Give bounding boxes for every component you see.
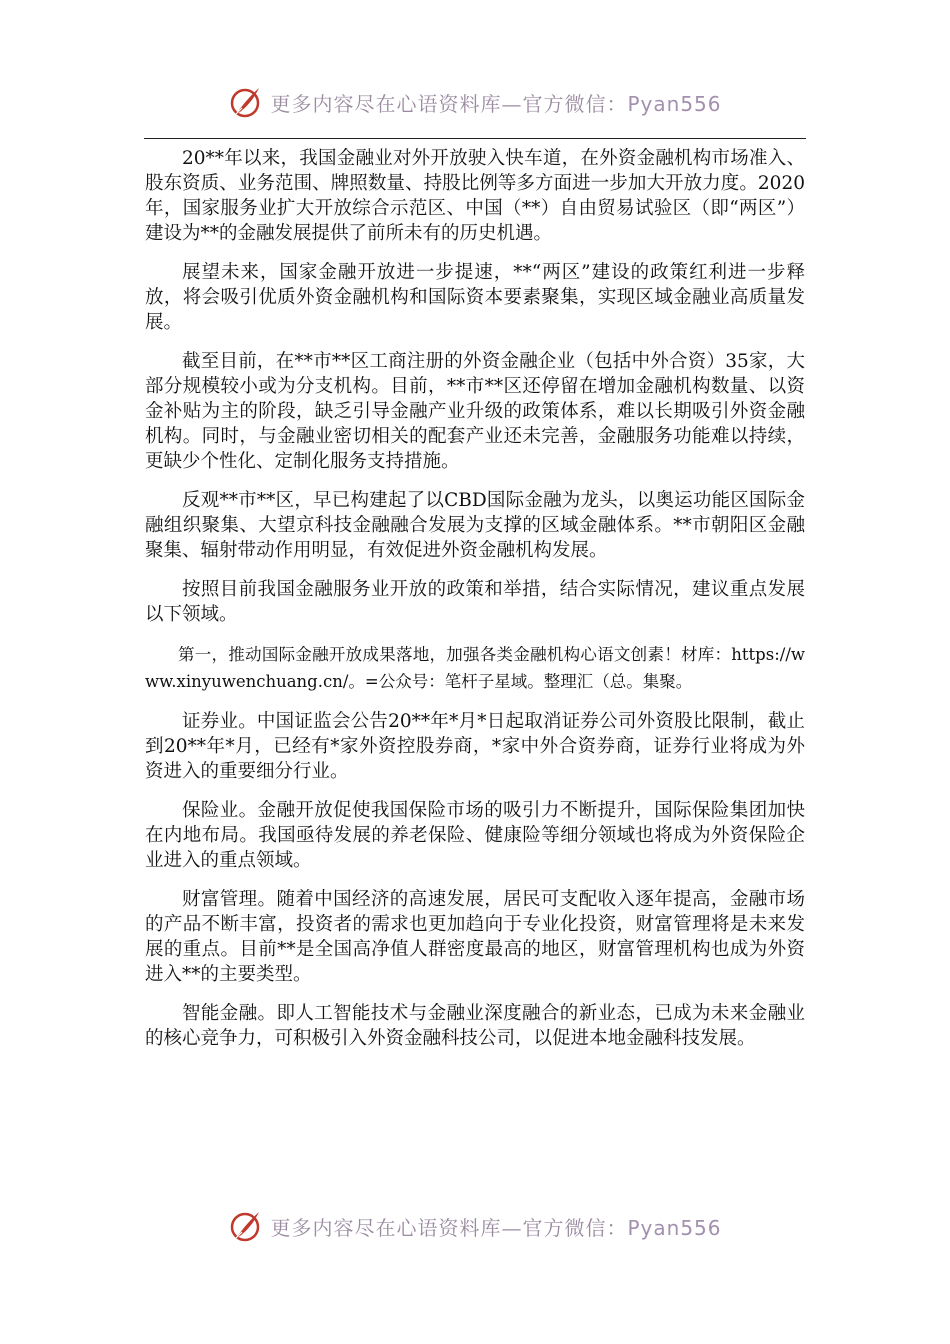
header-wechat-id: Pyan556 — [627, 91, 722, 116]
header-dash: — — [501, 91, 523, 116]
footer-site-text: 更多内容尽在心语资料库 — [270, 1215, 502, 1240]
paragraph-3: 截至目前，在**市**区工商注册的外资金融企业（包括中外合资）35家，大部分规模较小或为分支机构。目前，**市**区还停留在增加金融机构数量、以资金补贴为主的阶段，缺乏引导金融产业升级的政策体系，难以长期吸引外资金融机构。同时，与金融业密切相关的配套产业还未完善，金融服务功能难以持续，更缺少个性化、定制化服务支持措施。 — [145, 351, 805, 472]
paragraph-5: 按照目前我国金融服务业开放的政策和举措，结合实际情况，建议重点发展以下领域。 — [145, 579, 805, 625]
paragraph-4: 反观**市**区，早已构建起了以CBD国际金融为龙头，以奥运功能区国际金融组织聚集、大望京科技金融融合发展为支撑的区域金融体系。**市朝阳区金融聚集、辐射带动作用明显，有效促进外资金融机构发展。 — [145, 490, 805, 561]
paragraph-7: 证券业。中国证监会公告20**年*月*日起取消证券公司外资股比限制，截止到20**年*月，已经有*家外资控股券商，*家中外合资券商，证券行业将成为外资进入的重要细分行业。 — [145, 711, 805, 782]
footer-dash: — — [501, 1215, 523, 1240]
paragraph-8: 保险业。金融开放促使我国保险市场的吸引力不断提升，国际保险集团加快在内地布局。我国亟待发展的养老保险、健康险等细分领域也将成为外资保险企业进入的重点领域。 — [145, 800, 805, 871]
paragraph-2: 展望未来，国家金融开放进一步提速，**“两区”建设的政策红利进一步释放，将会吸引优质外资金融机构和国际资本要素聚集，实现区域金融业高质量发展。 — [145, 262, 805, 333]
footer-banner — [0, 1208, 950, 1244]
paragraph-9: 财富管理。随着中国经济的高速发展，居民可支配收入逐年提高，金融市场的产品不断丰富，投资者的需求也更加趋向于专业化投资，财富管理将是未来发展的重点。目前**是全国高净值人群密度最高的地区，财富管理机构也成为外资进入**的主要类型。 — [145, 889, 805, 985]
header-wechat-label: 官方微信： — [522, 91, 628, 116]
footer-wechat-id: Pyan556 — [627, 1215, 722, 1240]
header-site-text: 更多内容尽在心语资料库 — [270, 91, 502, 116]
header-banner-text — [270, 88, 721, 117]
quill-logo-icon — [228, 84, 264, 120]
header-divider — [144, 138, 806, 139]
paragraph-1: 20**年以来，我国金融业对外开放驶入快车道，在外资金融机构市场准入、股东资质、业务范围、牌照数量、持股比例等多方面进一步加大开放力度。2020年，国家服务业扩大开放综合示范区、中国（**）自由贸易试验区（即“两区”）建设为**的金融发展提供了前所未有的历史机遇。 — [145, 148, 805, 244]
paragraph-10: 智能金融。即人工智能技术与金融业深度融合的新业态，已成为未来金融业的核心竞争力，可积极引入外资金融科技公司，以促进本地金融科技发展。 — [145, 1003, 805, 1049]
paragraph-6: 第一，推动国际金融开放成果落地，加强各类金融机构心语文创素！材库：https://www.xinyuwenchuang.cn/。=公众号：笔杆子星域。整理汇（总。集聚。 — [145, 645, 805, 691]
footer-banner-text — [270, 1212, 721, 1241]
quill-logo-icon — [228, 1208, 264, 1244]
header-banner — [0, 84, 950, 120]
footer-wechat-label: 官方微信： — [522, 1215, 628, 1240]
document-body — [145, 146, 805, 1065]
